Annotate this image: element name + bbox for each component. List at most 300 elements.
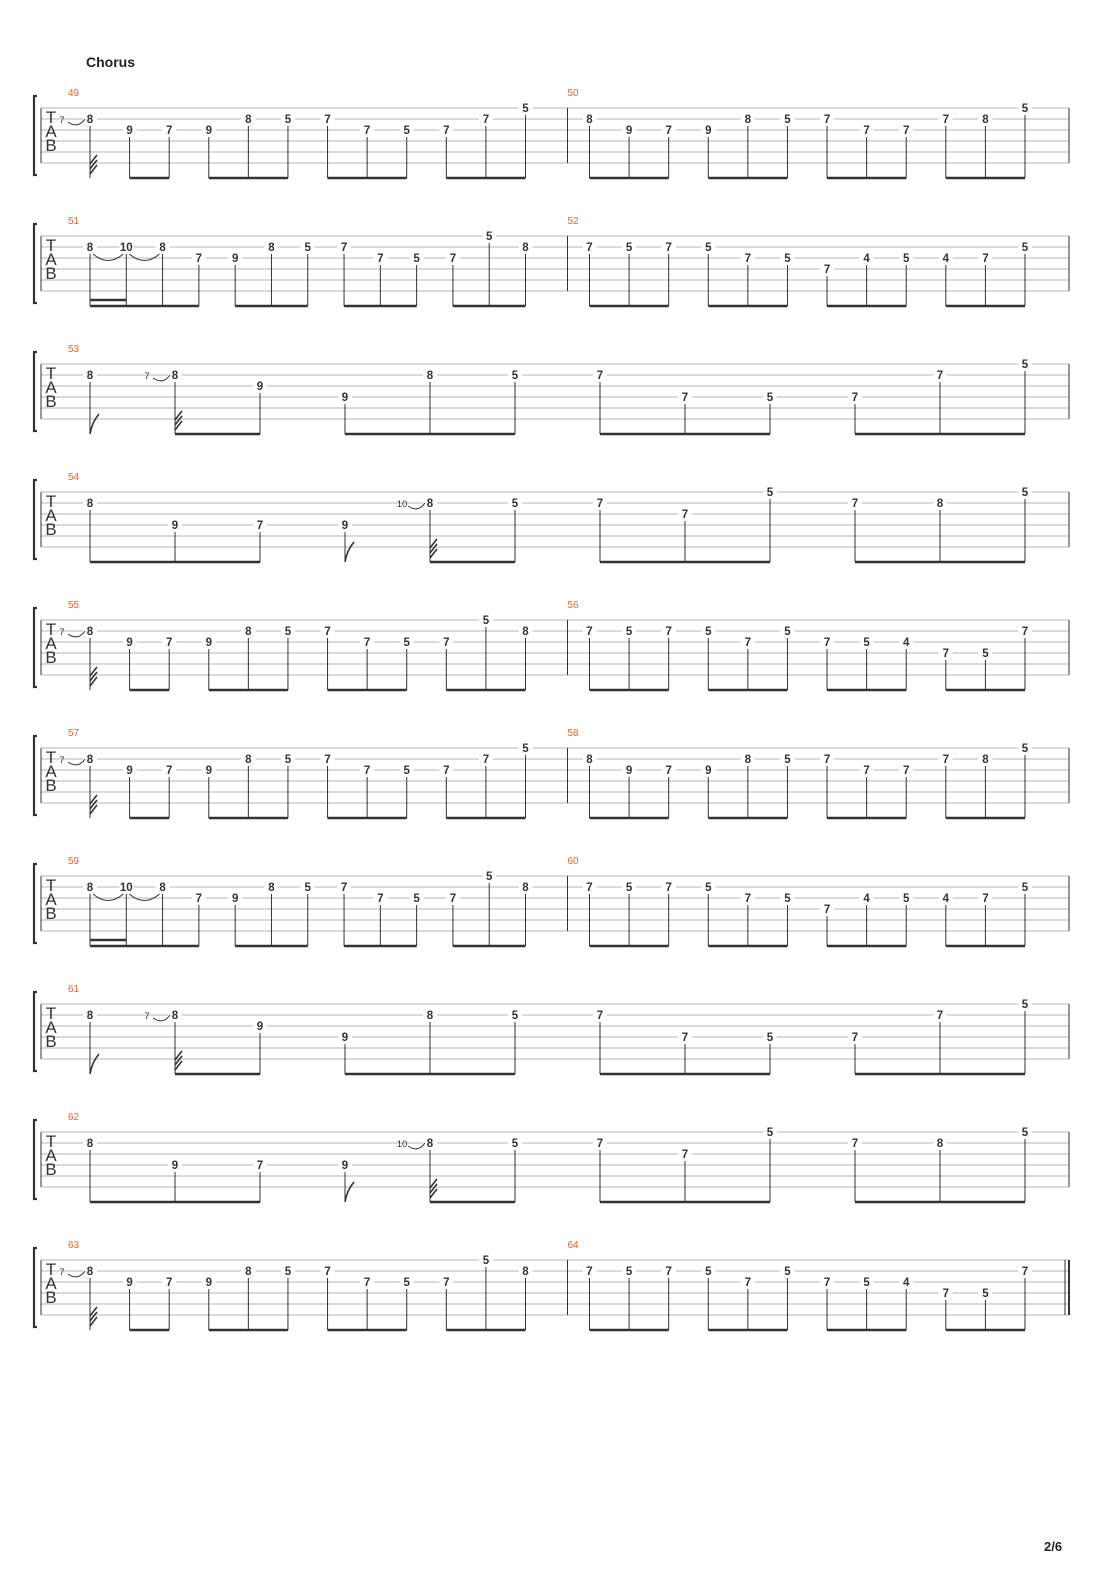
measure-number: 63 [68,1240,80,1251]
measure-number: 62 [68,1112,80,1123]
measure [68,856,533,946]
fret-number: 7 [340,242,348,254]
fret-number: 5 [1021,242,1029,254]
fret-number: 9 [231,893,239,905]
fret-number: 7 [936,1010,944,1022]
grace-slide-arc [408,503,425,509]
fret-number: 5 [784,626,791,638]
fret-number: 9 [705,765,712,777]
fret-number: 5 [766,392,774,404]
tab-clef-letter: B [45,1032,57,1051]
fret-number: 7 [863,125,870,137]
staff-system [34,88,1069,178]
fret-number: 8 [86,1010,94,1022]
grace-fret-number: 7 [59,627,65,638]
fret-number: 9 [171,520,179,532]
tab-clef-letter: A [45,1274,57,1293]
fret-number: 8 [245,626,252,638]
fret-number: 7 [482,754,490,766]
fret-number: 4 [863,893,870,905]
fret-number: 5 [705,1266,712,1278]
grace-fret-number: 7 [144,371,150,382]
measure [568,88,1033,178]
fret-number: 7 [942,648,950,660]
fret-number: 9 [126,765,133,777]
measure [68,472,1032,562]
staff-system [34,728,1069,818]
fret-number: 5 [522,743,529,755]
fret-number: 5 [766,487,774,499]
measure-number: 60 [567,856,579,867]
fret-number: 5 [403,765,410,777]
fret-number: 9 [341,1032,349,1044]
fret-number: 5 [705,242,712,254]
tab-clef-letter: B [45,904,57,923]
fret-number: 7 [363,1277,371,1289]
tab-clef-letter: T [45,492,57,511]
fret-number: 5 [511,1138,519,1150]
system-bracket [34,992,37,1071]
fret-number: 9 [231,253,239,265]
measure-number: 59 [68,856,80,867]
fret-number: 7 [982,893,989,905]
tab-clef-letter: T [45,1004,57,1023]
fret-number: 7 [324,1266,331,1278]
fret-number: 7 [596,1010,604,1022]
fret-number: 5 [784,1266,791,1278]
fret-number: 5 [625,626,633,638]
measure-number: 50 [567,88,579,99]
measure-number: 55 [68,600,80,611]
measure-number: 64 [567,1240,579,1251]
grace-fret-number: 7 [144,1011,150,1022]
fret-number: 9 [705,125,712,137]
fret-number: 7 [596,1138,604,1150]
fret-number: 7 [982,253,989,265]
fret-number: 5 [482,1255,490,1267]
fret-number: 7 [443,765,450,777]
fret-number: 5 [1021,999,1029,1011]
tab-clef-letter: B [45,1288,57,1307]
fret-number: 7 [851,1138,859,1150]
fret-number: 7 [324,114,331,126]
fret-number: 5 [284,114,292,126]
grace-fret-number: 7 [59,1267,65,1278]
fret-number: 9 [256,381,264,393]
system-bracket [34,224,37,303]
fret-number: 8 [426,498,434,510]
fret-number: 4 [942,893,950,905]
fret-number: 7 [482,114,490,126]
fret-number: 9 [341,392,349,404]
fret-number: 5 [1021,882,1029,894]
tab-clef-letter: T [45,748,57,767]
fret-number: 5 [766,1032,774,1044]
fret-number: 9 [205,1277,212,1289]
fret-number: 4 [942,253,950,265]
fret-number: 7 [165,765,173,777]
fret-number: 4 [903,1277,910,1289]
tab-clef-letter: T [45,108,57,127]
staff-system [34,1112,1069,1202]
fret-number: 9 [625,765,633,777]
fret-number: 4 [863,253,870,265]
fret-number: 8 [744,754,752,766]
fret-number: 4 [903,637,910,649]
fret-number: 7 [681,392,689,404]
fret-number: 7 [665,242,672,254]
measure [568,600,1033,690]
fret-number: 7 [851,392,859,404]
fret-number: 8 [426,370,434,382]
fret-number: 7 [449,893,457,905]
fret-number: 9 [126,125,133,137]
fret-number: 7 [823,264,831,276]
tab-clef-letter: B [45,392,57,411]
fret-number: 8 [936,498,944,510]
fret-number: 7 [165,125,173,137]
tab-clef-letter: A [45,378,57,397]
measure-number: 54 [68,472,80,483]
fret-number: 8 [86,626,94,638]
fret-number: 8 [586,754,593,766]
fret-number: 7 [665,765,672,777]
measure-number: 56 [567,600,579,611]
staff-system [34,984,1069,1074]
measure-number: 61 [68,984,80,995]
fret-number: 8 [522,1266,529,1278]
tab-clef-letter: T [45,1132,57,1151]
slur-arc [93,894,123,901]
grace-slide-arc [68,1271,85,1277]
fret-number: 5 [784,893,791,905]
staff-system [34,600,1069,690]
fret-number: 7 [744,893,752,905]
fret-number: 5 [1021,487,1029,499]
fret-number: 7 [942,1288,950,1300]
fret-number: 5 [486,871,493,883]
fret-number: 9 [205,125,212,137]
fret-number: 7 [1021,626,1029,638]
fret-number: 8 [426,1010,434,1022]
measure-number: 51 [68,216,80,227]
measure [68,984,1032,1074]
fret-number: 7 [942,114,950,126]
fret-number: 8 [86,882,94,894]
fret-number: 5 [863,1277,870,1289]
system-bracket [34,96,37,175]
grace-slide-arc [68,759,85,765]
fret-number: 7 [851,498,859,510]
fret-number: 7 [823,1277,831,1289]
eighth-flag [345,1182,354,1202]
fret-number: 7 [586,1266,593,1278]
measure [59,88,532,178]
grace-fret-number: 10 [396,1139,408,1150]
fret-number: 5 [982,1288,989,1300]
fret-number: 5 [863,637,870,649]
fret-number: 8 [268,882,275,894]
fret-number: 7 [681,1149,689,1161]
measure [568,1240,1033,1330]
fret-number: 7 [596,370,604,382]
fret-number: 5 [284,754,292,766]
fret-number: 8 [982,754,989,766]
fret-number: 5 [284,626,292,638]
fret-number: 7 [823,637,831,649]
fret-number: 5 [1021,103,1029,115]
tab-clef-letter: A [45,506,57,525]
fret-number: 5 [625,1266,633,1278]
fret-number: 5 [284,1266,292,1278]
fret-number: 5 [705,626,712,638]
fret-number: 7 [443,637,450,649]
measure [568,856,1033,946]
fret-number: 5 [413,893,420,905]
fret-number: 7 [195,893,203,905]
fret-number: 8 [982,114,989,126]
fret-number: 8 [426,1138,434,1150]
fret-number: 7 [443,1277,450,1289]
measure [68,1112,1032,1202]
fret-number: 5 [903,253,910,265]
fret-number: 5 [511,370,519,382]
measure [59,600,532,690]
fret-number: 7 [165,1277,173,1289]
fret-number: 8 [245,754,252,766]
staff-system [34,1240,1069,1330]
fret-number: 7 [744,253,752,265]
fret-number: 8 [936,1138,944,1150]
measure [59,1240,532,1330]
eighth-flag [345,542,354,562]
fret-number: 7 [195,253,203,265]
fret-number: 5 [784,253,791,265]
fret-number: 7 [363,637,371,649]
fret-number: 5 [625,242,633,254]
fret-number: 7 [377,253,384,265]
system-bracket [34,480,37,559]
tab-clef-letter: T [45,1260,57,1279]
fret-number: 7 [942,754,950,766]
fret-number: 5 [304,882,311,894]
slur-arc [93,254,123,261]
system-bracket [34,608,37,687]
fret-number: 5 [403,1277,410,1289]
fret-number: 8 [86,754,94,766]
measure-number: 49 [68,88,80,99]
tab-clef-letter: B [45,776,57,795]
fret-number: 7 [324,626,331,638]
fret-number: 8 [159,882,166,894]
fret-number: 5 [625,882,633,894]
fret-number: 7 [363,765,371,777]
fret-number: 7 [586,882,593,894]
tab-clef-letter: B [45,520,57,539]
fret-number: 9 [205,637,212,649]
fret-number: 5 [784,754,791,766]
fret-number: 5 [304,242,311,254]
fret-number: 9 [205,765,212,777]
page-number: 2/6 [1044,1539,1063,1554]
fret-number: 8 [245,1266,252,1278]
tab-clef-letter: T [45,236,57,255]
fret-number: 5 [482,615,490,627]
staff-system [34,344,1069,434]
fret-number: 5 [403,125,410,137]
fret-number: 8 [86,498,94,510]
tab-clef-letter: A [45,1146,57,1165]
grace-slide-arc [153,1015,170,1021]
fret-number: 7 [744,1277,752,1289]
eighth-flag [90,1054,99,1074]
measure-number: 52 [567,216,579,227]
tab-clef-letter: B [45,648,57,667]
fret-number: 8 [744,114,752,126]
tab-clef-letter: B [45,1160,57,1179]
fret-number: 8 [522,242,529,254]
fret-number: 7 [681,1032,689,1044]
grace-slide-arc [68,119,85,125]
fret-number: 7 [340,882,348,894]
fret-number: 8 [86,1138,94,1150]
fret-number: 7 [256,1160,264,1172]
fret-number: 8 [86,370,94,382]
fret-number: 7 [936,370,944,382]
fret-number: 7 [823,114,831,126]
tab-clef-letter: A [45,634,57,653]
grace-slide-arc [68,631,85,637]
fret-number: 8 [522,882,529,894]
fret-number: 7 [665,125,672,137]
tab-clef-letter: A [45,250,57,269]
fret-number: 7 [823,754,831,766]
fret-number: 5 [511,498,519,510]
fret-number: 8 [522,626,529,638]
measure-number: 58 [567,728,579,739]
section-label: Chorus [86,54,135,70]
fret-number: 5 [784,114,791,126]
staff-system [34,472,1069,562]
system-bracket [34,1120,37,1199]
fret-number: 7 [324,754,331,766]
fret-number: 7 [443,125,450,137]
tab-clef-letter: B [45,264,57,283]
fret-number: 5 [403,637,410,649]
grace-slide-arc [408,1143,425,1149]
measure [568,216,1033,306]
fret-number: 7 [586,626,593,638]
fret-number: 8 [171,1010,179,1022]
fret-number: 7 [863,765,870,777]
fret-number: 7 [586,242,593,254]
fret-number: 10 [119,242,133,254]
fret-number: 7 [665,626,672,638]
system-bracket [34,352,37,431]
fret-number: 7 [449,253,457,265]
tab-clef-letter: T [45,364,57,383]
fret-number: 5 [511,1010,519,1022]
tab-clef-letter: A [45,1018,57,1037]
fret-number: 8 [86,114,94,126]
fret-number: 8 [586,114,593,126]
fret-number: 8 [268,242,275,254]
fret-number: 8 [159,242,166,254]
measure [68,344,1032,434]
system-bracket [34,864,37,943]
fret-number: 9 [126,637,133,649]
fret-number: 10 [119,882,133,894]
tab-clef-letter: A [45,122,57,141]
fret-number: 8 [86,242,94,254]
grace-fret-number: 10 [396,499,408,510]
measure-number: 53 [68,344,80,355]
slur-arc [129,894,159,901]
fret-number: 7 [681,509,689,521]
tab-clef-letter: A [45,762,57,781]
fret-number: 9 [256,1021,264,1033]
fret-number: 9 [341,520,349,532]
measure [568,728,1033,818]
fret-number: 7 [665,1266,672,1278]
grace-fret-number: 7 [59,115,65,126]
system-bracket [34,1248,37,1327]
fret-number: 7 [596,498,604,510]
fret-number: 5 [1021,1127,1029,1139]
fret-number: 7 [363,125,371,137]
fret-number: 7 [903,765,910,777]
fret-number: 5 [413,253,420,265]
eighth-flag [90,414,99,434]
fret-number: 9 [341,1160,349,1172]
fret-number: 7 [744,637,752,649]
grace-slide-arc [153,375,170,381]
fret-number: 9 [126,1277,133,1289]
fret-number: 5 [486,231,493,243]
fret-number: 9 [625,125,633,137]
staff-system [34,856,1069,946]
fret-number: 5 [1021,743,1029,755]
tab-clef-letter: T [45,876,57,895]
tab-clef-letter: A [45,890,57,909]
staff-system [34,216,1069,306]
fret-number: 7 [256,520,264,532]
fret-number: 9 [171,1160,179,1172]
fret-number: 5 [766,1127,774,1139]
fret-number: 7 [377,893,384,905]
measure-number: 57 [68,728,80,739]
fret-number: 5 [522,103,529,115]
fret-number: 8 [245,114,252,126]
fret-number: 7 [665,882,672,894]
measure [68,216,533,306]
slur-arc [129,254,159,261]
fret-number: 8 [86,1266,94,1278]
fret-number: 7 [1021,1266,1029,1278]
grace-fret-number: 7 [59,755,65,766]
fret-number: 5 [982,648,989,660]
fret-number: 5 [903,893,910,905]
tab-clef-letter: B [45,136,57,155]
fret-number: 7 [851,1032,859,1044]
fret-number: 5 [705,882,712,894]
tab-clef-letter: T [45,620,57,639]
fret-number: 7 [165,637,173,649]
fret-number: 8 [171,370,179,382]
fret-number: 5 [1021,359,1029,371]
fret-number: 7 [823,904,831,916]
system-bracket [34,736,37,815]
